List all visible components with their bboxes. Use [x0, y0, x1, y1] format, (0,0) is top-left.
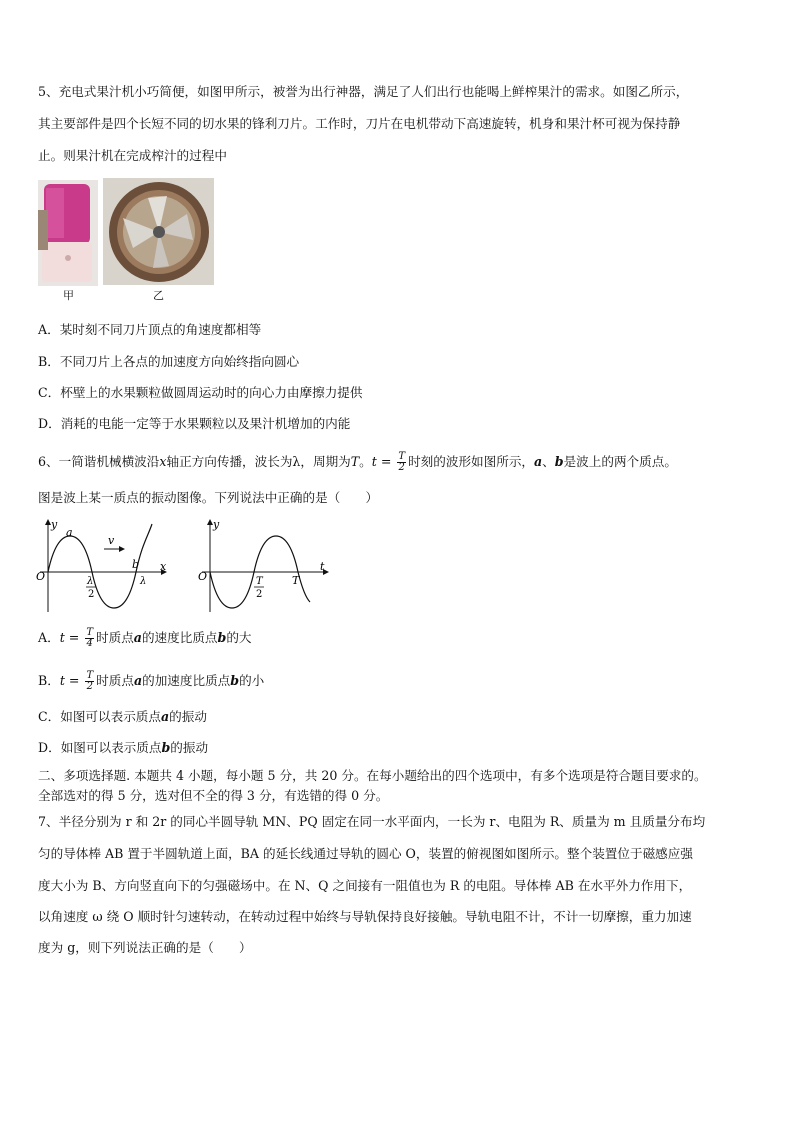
- q6-option-a[interactable]: A．t = $\frac{T}{4}$ 时质点a的速度比质点b的大: [38, 627, 252, 649]
- q6-option-b[interactable]: B．t = $\frac{T}{2}$ 时质点a的加速度比质点b的小: [38, 670, 265, 692]
- vib-origin: O: [198, 570, 208, 583]
- q5-stem-line3: 止。则果汁机在完成榨汁的过程中: [38, 148, 227, 163]
- q5-stem-line1: 5、充电式果汁机小巧简便，如图甲所示，被誉为出行神器，满足了人们出行也能喝上鲜榨果汁的需求。如图乙所示，: [38, 84, 689, 99]
- q5-option-c[interactable]: C．杯壁上的水果颗粒做圆周运动时的向心力由摩擦力提供: [38, 385, 363, 400]
- vibration-graph: [196, 514, 336, 618]
- q7-stem-line5: 度为 g，则下列说法正确的是（ ）: [38, 940, 252, 955]
- q6-stem-line2: 图是波上某一质点的振动图像。下列说法中正确的是（ ）: [38, 490, 379, 505]
- vib-ylabel: y: [213, 518, 220, 531]
- vib-half-T-num: T: [256, 576, 263, 587]
- wave-half-lambda-num: λ: [87, 576, 94, 587]
- wave-half-lambda-den: 2: [88, 589, 95, 600]
- wave-point-b: b: [132, 558, 140, 571]
- wave-point-a: a: [66, 526, 73, 539]
- vib-half-T-den: 2: [256, 589, 263, 600]
- q6-option-c[interactable]: C．如图可以表示质点a的振动: [38, 709, 207, 724]
- q7-stem-line3: 度大小为 B、方向竖直向下的匀强磁场中。在 N、Q 之间接有一阻值也为 R 的电阻。导体棒 AB 在水平外力作用下，: [38, 878, 692, 893]
- wave-ylabel: y: [51, 518, 58, 531]
- q6-stem-line1: 6、一简谐机械横波沿x轴正方向传播，波长为λ，周期为T。t = $\frac{T}{2}$ 时刻的波形如图所示，a、b是波上的两个质点。: [38, 451, 677, 473]
- blade-photo: [103, 178, 214, 285]
- q5-option-d[interactable]: D．消耗的电能一定等于水果颗粒以及果汁机增加的内能: [38, 416, 351, 431]
- wave-origin: O: [36, 570, 46, 583]
- q7-stem-line4: 以角速度 ω 绕 O 顺时针匀速转动，在转动过程中始终与导轨保持良好接触。导轨电阻不计，不计一切摩擦，重力加速: [38, 909, 692, 924]
- q5-stem-line2: 其主要部件是四个长短不同的切水果的锋利刀片。工作时，刀片在电机带动下高速旋转，机身和果汁杯可视为保持静: [38, 116, 681, 131]
- caption-jia: 甲: [63, 289, 74, 302]
- juicer-photo: [38, 180, 98, 286]
- wave-lambda: λ: [140, 576, 147, 587]
- wave-velocity: v: [108, 534, 115, 547]
- section2-line1: 二、多项选择题. 本题共 4 小题，每小题 5 分，共 20 分。在每小题给出的四个选项中，有多个选项是符合题目要求的。: [38, 768, 707, 783]
- vib-xlabel: t: [320, 560, 325, 573]
- section2-line2: 全部选对的得 5 分，选对但不全的得 3 分，有选错的得 0 分。: [38, 788, 389, 803]
- vib-T: T: [292, 574, 300, 587]
- q7-stem-line2: 匀的导体棒 AB 置于半圆轨道上面，BA 的延长线通过导轨的圆心 O，装置的俯视图如图所示。整个装置位于磁感应强: [38, 846, 693, 861]
- wave-xlabel: x: [160, 560, 167, 573]
- q7-stem-line1: 7、半径分别为 r 和 2r 的同心半圆导轨 MN、PQ 固定在同一水平面内，一长为 r、电阻为 R、质量为 m 且质量分布均: [38, 814, 706, 829]
- wave-graph: [34, 514, 174, 618]
- caption-yi: 乙: [153, 289, 164, 302]
- frac-t-half: $\frac{T}{2}$: [398, 451, 406, 473]
- q6-option-d[interactable]: D．如图可以表示质点b的振动: [38, 740, 209, 755]
- q5-option-b[interactable]: B．不同刀片上各点的加速度方向始终指向圆心: [38, 354, 300, 369]
- q5-option-a[interactable]: A．某时刻不同刀片顶点的角速度都相等: [38, 322, 262, 337]
